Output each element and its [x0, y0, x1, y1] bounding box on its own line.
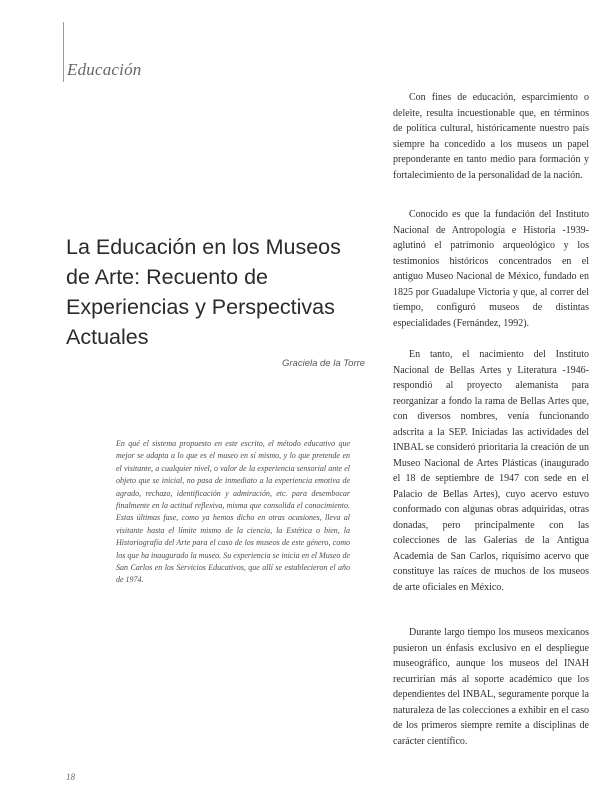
body-paragraph-4: Durante largo tiempo los museos mexicanos pusieron un énfasis exclusivo en el despliegue museográfico, aunque los museos del INAH recurrirían más al soporte académico que los dependientes del INBAL, seguramente porque la naturaleza de las colecciones a exhibir en el caso de los primeros siempre remite a disciplinas de carácter científico. — [393, 627, 589, 747]
abstract — [116, 438, 350, 587]
abstract-text: En qué el sistema propuesto en este escrito, el método educativo que mejor se adapta a lo que es el museo en sí mismo, y lo que pretende en el visitante, a cualquier nivel, o valor de la experiencia sensorial ante el objeto que se inicial, no pasa de inmediato a la experiencia emotiva de agrado, rechazo, identificación y admiración, etc. para desembocar finalmente en la actitud reflexiva, misma que consolida el conocimiento. Estas últimas fase, como ya hemos dicho en otras ocasiones, lleva al visitante hasta el límite mismo de la ciencia, la Estética o bien, la Historiografía del Arte para el caso de los museos de este género, como los que ha inaugurado la museo. Su experiencia se inicia en el Museo de San Carlos en los Servicios Educativos, que allí se establecieron el año de 1974. — [116, 439, 350, 585]
body-paragraph-1: Con fines de educación, esparcimiento o deleite, resulta incuestionable que, en términos de política cultural, históricamente nuestro país siempre ha concedido a los museos un papel preponderante en tanto medio para formación y fortalecimiento de la personalidad de la nación. — [393, 92, 589, 181]
page-number: 18 — [66, 772, 75, 782]
article-title: La Educación en los Museos de Arte: Recuento de Experiencias y Perspectivas Actuales — [66, 235, 341, 349]
section-rule — [63, 22, 64, 82]
section-heading: Educación — [67, 60, 142, 79]
author-byline: Graciela de la Torre — [282, 358, 366, 369]
body-paragraph-3: En tanto, el nacimiento del Instituto Nacional de Bellas Artes y Literatura -1946- respondió al proyecto alemanista para reorganizar a fondo la rama de Bellas Artes que, con diversos nombres, venía funcionando adscrita a la SEP. Iniciadas las actividades del INBAL se consideró prioritaria la creación de un Museo Nacional de Artes Plásticas (inaugurado el 18 de septiembre de 1947 con sede en el Palacio de Bellas Artes), cuyo acervo estuvo conformado con algunas obras adquiridas, otras donadas, pero principalmente con las colecciones de las Galerías de la Antigua Academia de San Carlos, riquísimo acervo que constituye las raíces de muchos de los museos de arte oficiales en México. — [393, 349, 589, 593]
body-paragraph-2: Conocido es que la fundación del Instituto Nacional de Antropología e Historia -1939- aglutinó el patrimonio arqueológico y los testimonios históricos concentrados en el antiguo Museo Nacional de México, fundado en 1825 por Guadalupe Victoria y que, al correr del tiempo, configuró museos de distintas especialidades (Fernández, 1992). — [393, 209, 589, 329]
